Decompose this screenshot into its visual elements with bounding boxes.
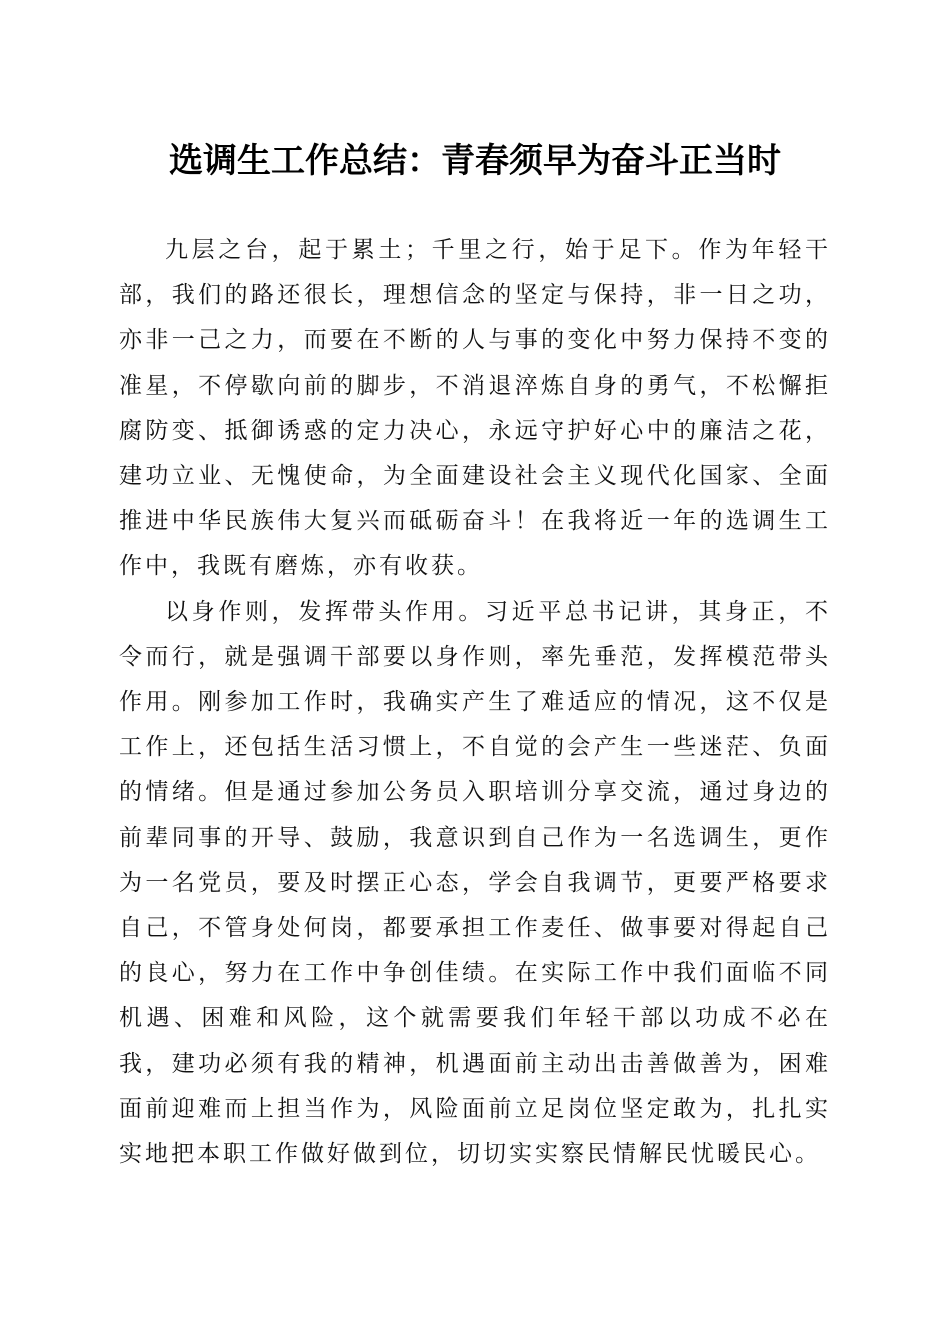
paragraph-1: 九层之台，起于累土；千里之行，始于足下。作为年轻干部，我们的路还很长，理想信念的坚定与保持，非一日之功，亦非一己之力，而要在不断的人与事的变化中努力保持不变的准星，不停歇向前的脚步，不消退淬炼自身的勇气，不松懈拒腐防变、抵御诱惑的定力决心，永远守护好心中的廉洁之花，建功立业、无愧使命，为全面建设社会主义现代化国家、全面推进中华民族伟大复兴而砥砺奋斗！在我将近一年的选调生工作中，我既有磨炼，亦有收获。 <box>119 237 831 580</box>
document-title: 选调生工作总结：青春须早为奋斗正当时 <box>169 141 781 181</box>
paragraph-2: 以身作则，发挥带头作用。习近平总书记讲，其身正，不令而行，就是强调干部要以身作则，率先垂范，发挥模范带头作用。刚参加工作时，我确实产生了难适应的情况，这不仅是工作上，还包括生活习惯上，不自觉的会产生一些迷茫、负面的情绪。但是通过参加公务员入职培训分享交流，通过身边的前辈同事的开导、鼓励，我意识到自己作为一名选调生，更作为一名党员，要及时摆正心态，学会自我调节，更要严格要求自己，不管身处何岗，都要承担工作麦任、做事要对得起自己的良心，努力在工作中争创佳绩。在实际工作中我们面临不同机遇、困难和风险，这个就需要我们年轻干部以功成不必在我，建功必须有我的精神，机遇面前主动出击善做善为，困难面前迎难而上担当作为，风险面前立足岗位坚定敢为，扎扎实实地把本职工作做好做到位，切切实实察民情解民忧暖民心。 <box>119 598 831 1168</box>
document-body <box>119 228 831 1177</box>
